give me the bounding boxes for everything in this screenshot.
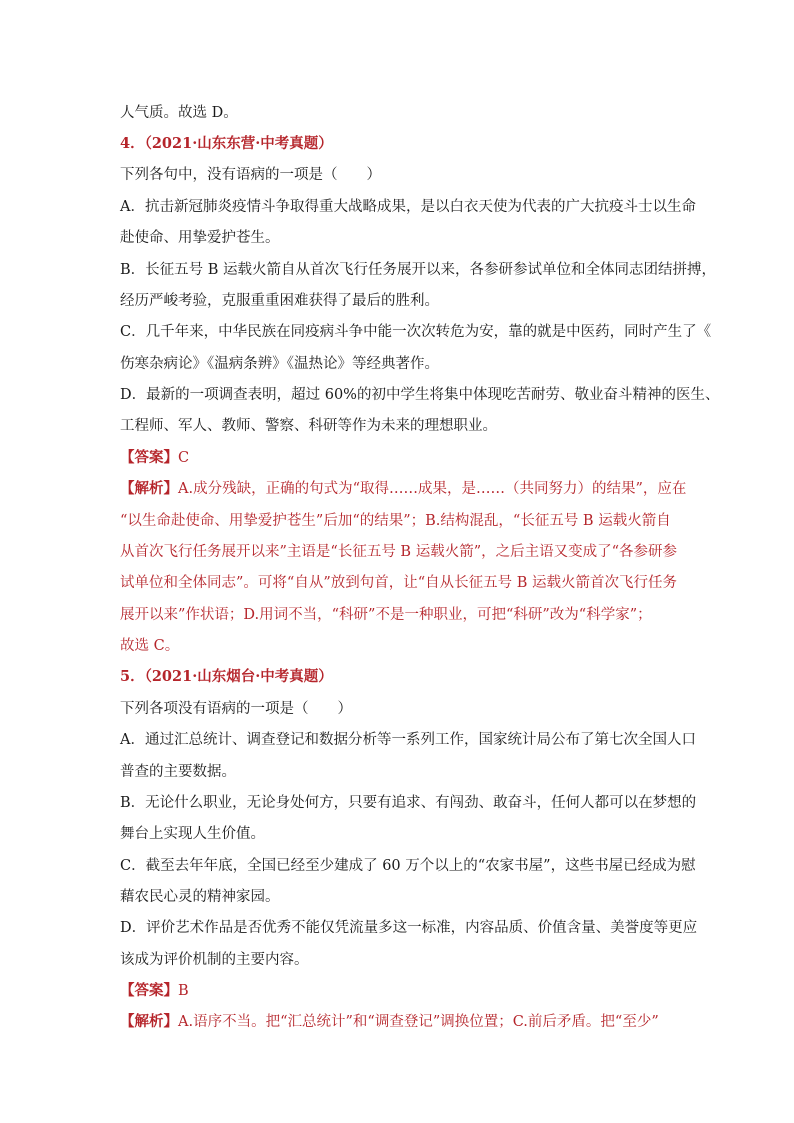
answer-label: 【答案】 <box>120 982 178 999</box>
analysis-line: A.成分残缺，正确的句式为“取得……成果，是……（共同努力）的结果”，应在 <box>178 481 687 497</box>
question-4-option-d-cont: 工程师、军人、教师、警察、科研等作为未来的理想职业。 <box>120 418 497 434</box>
question-5-header: 5．（2021·山东烟台·中考真题） <box>120 668 333 685</box>
question-4-option-d: D．最新的一项调查表明，超过 60%的初中学生将集中体现吃苦耐劳、敬业奋斗精神的医生、 <box>120 387 720 403</box>
answer-value: C <box>178 450 190 466</box>
analysis-line: 试单位和全体同志”。可将“自从”放到句首，让“自从长征五号 B 运载火箭首次飞行任务 <box>120 575 678 591</box>
answer-value: B <box>178 983 189 999</box>
question-4-analysis <box>120 479 686 499</box>
question-5-option-d-cont: 该成为评价机制的主要内容。 <box>120 952 309 968</box>
question-5-option-b: B．无论什么职业，无论身处何方，只要有追求、有闯劲、敢奋斗，任何人都可以在梦想的 <box>120 795 697 811</box>
analysis-line: A.语序不当。把“汇总统计”和“调查登记”调换位置；C.前后矛盾。把“至少” <box>178 1014 659 1030</box>
question-4-option-b-cont: 经历严峻考验，克服重重困难获得了最后的胜利。 <box>120 293 439 309</box>
analysis-label: 【解析】 <box>120 480 178 497</box>
question-5-stem: 下列各项没有语病的一项是（ ） <box>120 701 352 717</box>
analysis-line: 故选 C。 <box>120 638 180 654</box>
continued-text: 人气质。故选 D。 <box>120 105 238 121</box>
question-4-option-c: C．几千年来，中华民族在同疫病斗争中能一次次转危为安，靠的就是中医药，同时产生了《 <box>120 324 712 340</box>
question-5-analysis <box>120 1012 659 1032</box>
question-5-answer <box>120 981 189 1001</box>
question-4-header: 4．（2021·山东东营·中考真题） <box>120 135 333 152</box>
answer-label: 【答案】 <box>120 449 178 466</box>
question-5-option-b-cont: 舞台上实现人生价值。 <box>120 826 265 842</box>
question-5-option-d: D．评价艺术作品是否优秀不能仅凭流量多这一标准，内容品质、价值含量、美誉度等更应 <box>120 920 698 936</box>
question-4-option-c-cont: 伤寒杂病论》《温病条辨》《温热论》等经典著作。 <box>120 356 439 372</box>
question-5-option-c-cont: 藉农民心灵的精神家园。 <box>120 889 280 905</box>
question-4-option-a-cont: 赴使命、用挚爱护苍生。 <box>120 230 280 246</box>
analysis-line: “以生命赴使命、用挚爱护苍生”后加“的结果”；B.结构混乱，“长征五号 B 运载火箭自 <box>120 513 671 529</box>
analysis-line: 从首次飞行任务展开以来”主语是“长征五号 B 运载火箭”，之后主语又变成了“各参研参 <box>120 544 678 560</box>
analysis-line: 展开以来”作状语；D.用词不当，“科研”不是一种职业，可把“科研”改为“科学家”； <box>120 607 652 623</box>
question-5-option-a-cont: 普查的主要数据。 <box>120 764 236 780</box>
question-4-answer <box>120 448 189 468</box>
question-5-option-a: A．通过汇总统计、调查登记和数据分析等一系列工作，国家统计局公布了第七次全国人口 <box>120 732 696 748</box>
question-4-option-a: A．抗击新冠肺炎疫情斗争取得重大战略成果，是以白衣天使为代表的广大抗疫斗士以生命 <box>120 199 696 215</box>
question-4-option-b: B．长征五号 B 运载火箭自从首次飞行任务展开以来，各参研参试单位和全体同志团结拼搏， <box>120 262 717 278</box>
question-5-option-c: C．截至去年年底，全国已经至少建成了 60 万个以上的“农家书屋”，这些书屋已经成为慰 <box>120 858 696 874</box>
analysis-label: 【解析】 <box>120 1013 178 1030</box>
question-4-stem: 下列各句中，没有语病的一项是（ ） <box>120 167 381 183</box>
